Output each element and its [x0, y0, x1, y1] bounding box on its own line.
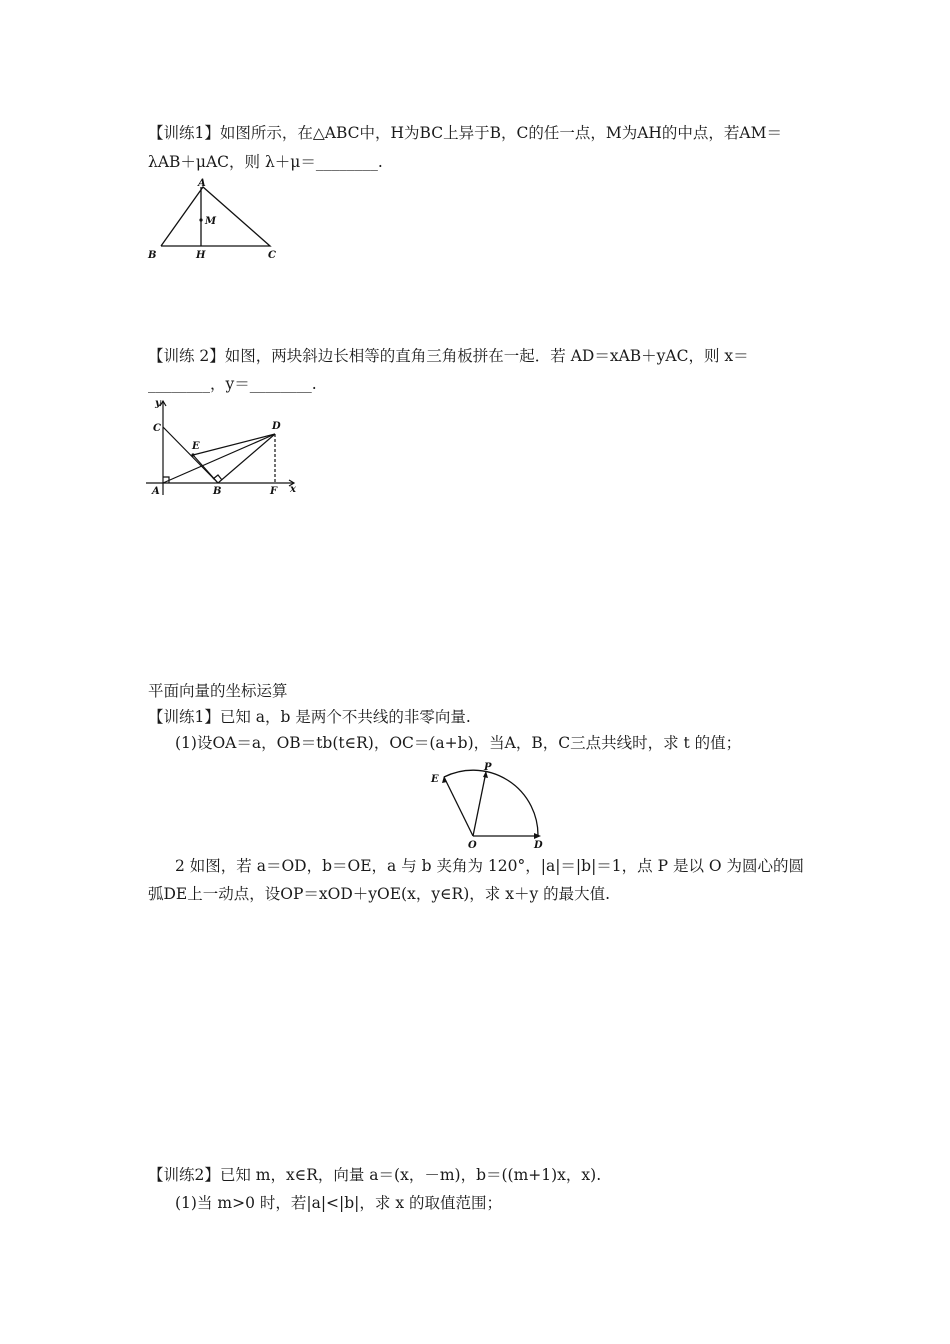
label-C: C [268, 250, 276, 261]
label-C2: C [153, 423, 161, 434]
label-B2: B [213, 486, 222, 497]
problem-2-line-1: 【训练 2】如图，两块斜边长相等的直角三角板拼在一起．若 AD＝xAB＋yAC，则 x＝ [148, 347, 749, 365]
training-2-intro: 【训练2】已知 m，x∈R，向量 a＝(x，－m)，b＝((m+1)x，x). [148, 1166, 602, 1184]
problem-1-line-2: λAB＋μAC，则 λ＋μ＝________. [148, 153, 383, 171]
label-D2: D [272, 421, 281, 432]
training-1-question-2-line-2: 弧DE上一动点，设OP＝xOD＋yOE(x，y∈R)，求 x＋y 的最大值. [148, 885, 611, 903]
label-A: A [198, 178, 206, 189]
label-H: H [196, 250, 206, 261]
label-A2: A [152, 486, 160, 497]
problem-1-line-1: 【训练1】如图所示，在△ABC中，H为BC上异于B，C的任一点，M为AH的中点，若AM＝ [148, 124, 782, 142]
training-2-question-1: (1)当 m>0 时，若|a|<|b|，求 x 的取值范围； [175, 1194, 502, 1212]
label-E2: E [192, 441, 200, 452]
label-D3: D [534, 840, 543, 851]
label-P3: P [484, 762, 492, 773]
label-E3: E [431, 774, 439, 785]
triangle-abc-figure [142, 176, 292, 261]
section-heading: 平面向量的坐标运算 [148, 682, 288, 700]
label-y: y [155, 398, 161, 409]
label-B: B [148, 250, 157, 261]
arc-figure [428, 762, 558, 852]
label-O3: O [468, 840, 477, 851]
label-F2: F [270, 486, 278, 497]
triangle-plates-figure [142, 395, 307, 500]
label-x: x [290, 484, 296, 495]
training-1-question-1: (1)设OA＝a，OB＝tb(t∈R)，OC＝(a+b)，当A，B，C三点共线时，求 t 的值； [175, 734, 742, 752]
training-1-question-2-line-1: 2 如图，若 a＝OD，b＝OE，a 与 b 夹角为 120°，|a|＝|b|＝1，点 P 是以 O 为圆心的圆 [175, 857, 805, 875]
label-M: M [205, 216, 217, 227]
training-1-intro: 【训练1】已知 a，b 是两个不共线的非零向量. [148, 708, 471, 726]
problem-2-line-2: ________，y＝________. [148, 375, 317, 393]
